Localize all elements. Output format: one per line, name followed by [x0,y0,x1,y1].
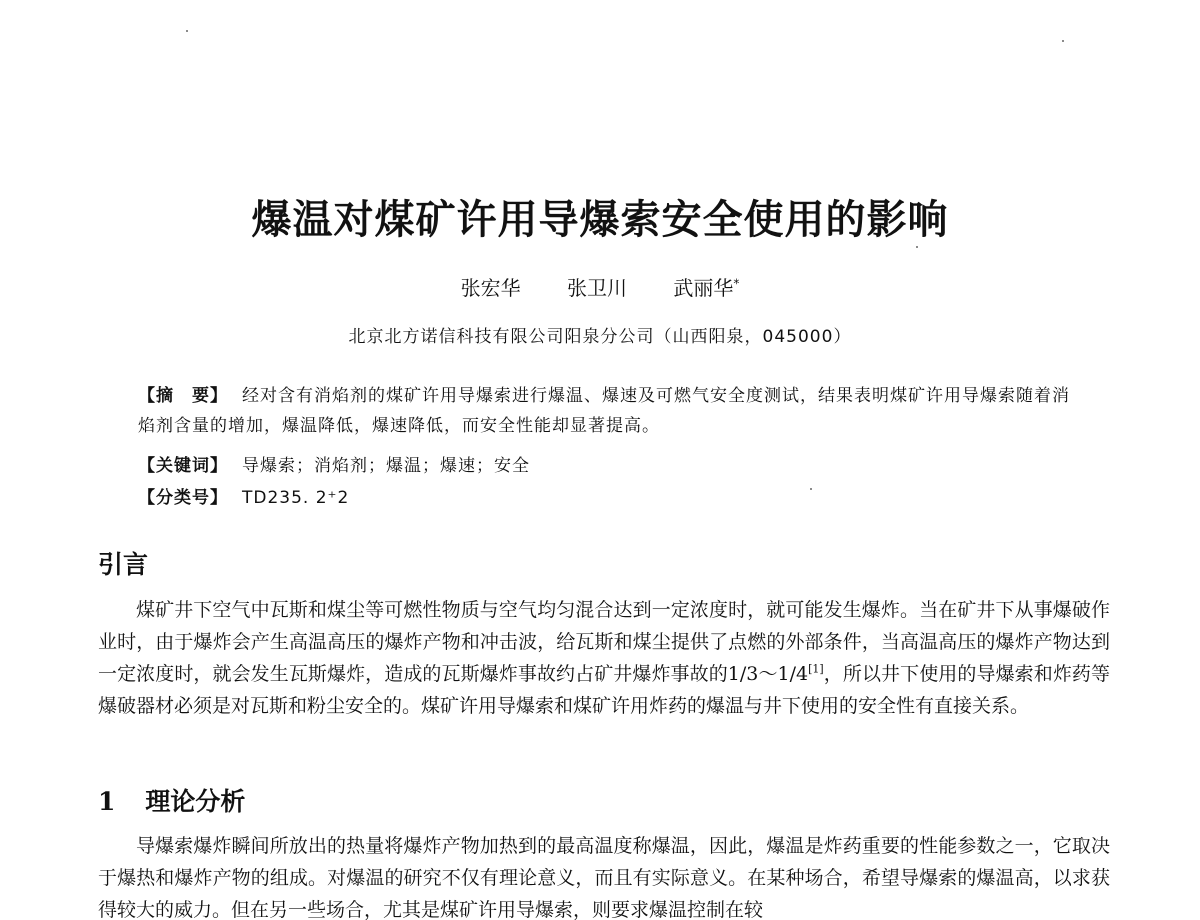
abstract-label: 【摘 要】 [138,386,228,406]
section-heading-theory [98,782,245,818]
corresponding-author-mark: * [733,276,740,291]
keywords-label: 【关键词】 [138,456,228,476]
abstract-text: 经对含有消焰剂的煤矿许用导爆索进行爆温、爆速及可燃气安全度测试，结果表明煤矿许用导爆索随着消焰剂含量的增加，爆温降低，爆速降低，而安全性能却显著提高。 [138,386,1070,436]
author-list [0,272,1200,301]
section-title: 理论分析 [145,787,246,816]
author-name: 张卫川 [567,276,627,300]
author-name: 张宏华 [460,276,521,300]
scan-speck [186,30,188,32]
author-name-text: 武丽华 [673,276,734,300]
theory-paragraph: 导爆索爆炸瞬间所放出的热量将爆炸产物加热到的最高温度称爆温，因此，爆温是炸药重要的性能参数之一，它取决于爆热和爆炸产物的组成。对爆温的研究不仅有理论意义，而且有实际意义。在某种场合，希望导爆索的爆温高，以求获得较大的威力。但在另一些场合，尤其是煤矿许用导爆索，则要求爆温控制在较 [98,835,1110,920]
scan-speck [1062,40,1064,42]
intro-text-part2: ，所以井下使用的导爆索和炸药等爆破器材必须是对瓦斯和粉尘安全的。煤矿许用导爆索和煤矿许用炸药的爆温与井下使用的安全性有直接关系。 [98,663,1110,717]
keywords [138,451,1078,481]
scan-speck [916,246,918,248]
classification-text: TD235. 2⁺2 [242,488,350,508]
classification-label: 【分类号】 [138,488,228,508]
author-name [673,276,739,300]
intro-paragraph [98,594,1110,722]
paper-title: 爆温对煤矿许用导爆索安全使用的影响 [251,196,949,243]
intro-text-part1: 煤矿井下空气中瓦斯和煤尘等可燃性物质与空气均匀混合达到一定浓度时，就可能发生爆炸。当在矿井下从事爆破作业时，由于爆炸会产生高温高压的爆炸产物和冲击波，给瓦斯和煤尘提供了点燃的外部条件，当高温高压的爆炸产物达到一定浓度时，就会发生瓦斯爆炸，造成的瓦斯爆炸事故约占矿井爆炸事故的1/3～1/4 [98,599,1110,685]
section-heading-intro: 引言 [98,550,149,579]
abstract [138,381,1078,441]
keywords-text: 导爆索；消焰剂；爆温；爆速；安全 [242,456,530,476]
citation-ref[interactable]: [1] [808,662,824,676]
classification-number [138,483,1078,513]
section-number: 1 [98,787,116,816]
affiliation: 北京北方诺信科技有限公司阳泉分公司（山西阳泉，045000） [348,327,852,347]
